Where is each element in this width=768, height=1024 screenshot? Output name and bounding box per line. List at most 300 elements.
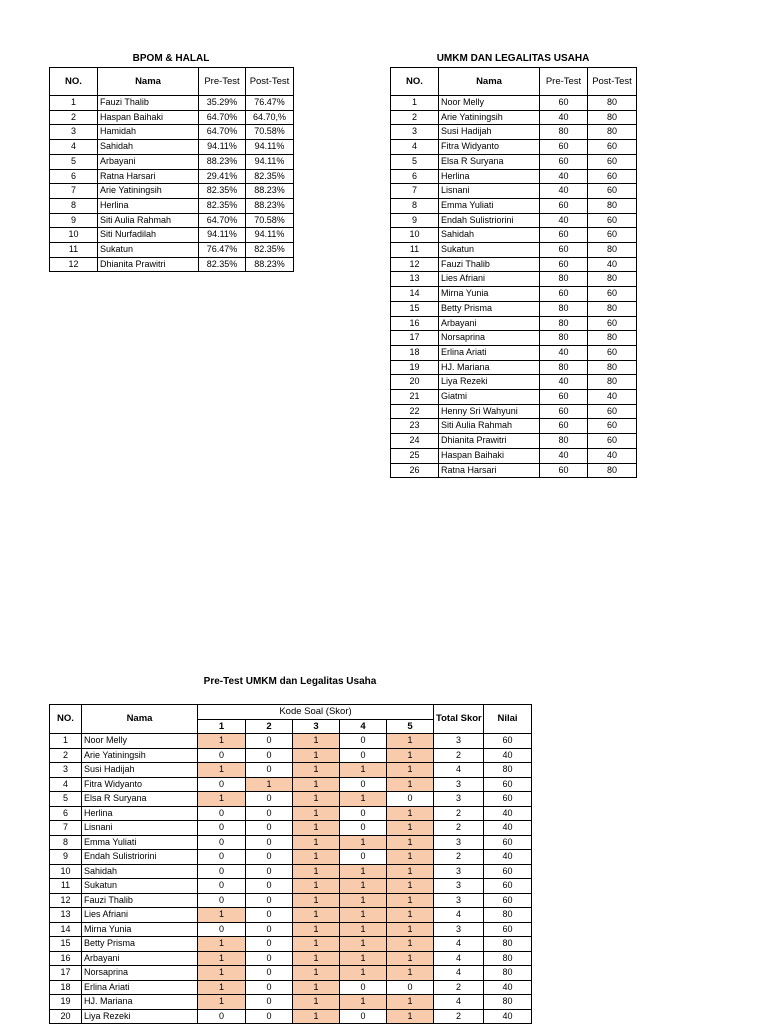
pretest-cell-score-1: 0 — [198, 1009, 246, 1024]
bpom-header-row — [50, 68, 294, 96]
pretest-cell-score-4: 1 — [340, 835, 387, 850]
bpom-cell-pretest: 64.70% — [199, 213, 246, 228]
umkm-table-row — [391, 125, 637, 140]
pretest-cell-nama: Elsa R Suryana — [82, 792, 198, 807]
umkm-cell-no: 10 — [391, 228, 439, 243]
pretest-cell-nama: Lisnani — [82, 821, 198, 836]
pretest-cell-score-1: 0 — [198, 821, 246, 836]
bpom-cell-pretest: 82.35% — [199, 198, 246, 213]
pretest-table-row — [50, 937, 532, 952]
pretest-cell-score-5: 1 — [387, 763, 434, 778]
umkm-cell-posttest: 60 — [588, 419, 637, 434]
pretest-cell-score-3: 1 — [293, 879, 340, 894]
umkm-cell-no: 20 — [391, 375, 439, 390]
pretest-cell-score-1: 1 — [198, 937, 246, 952]
bpom-cell-posttest: 64.70,% — [246, 110, 294, 125]
pretest-cell-score-2: 0 — [246, 835, 293, 850]
pretest-cell-total: 2 — [434, 806, 484, 821]
umkm-header-row — [391, 68, 637, 96]
pretest-cell-score-1: 0 — [198, 850, 246, 865]
umkm-cell-pretest: 40 — [540, 375, 588, 390]
pretest-cell-no: 2 — [50, 748, 82, 763]
pretest-header-soal-3: 3 — [293, 719, 340, 734]
pretest-cell-no: 6 — [50, 806, 82, 821]
bpom-cell-posttest: 88.23% — [246, 257, 294, 272]
pretest-cell-score-5: 1 — [387, 995, 434, 1010]
umkm-cell-nama: Norsaprina — [439, 331, 540, 346]
pretest-cell-no: 15 — [50, 937, 82, 952]
pretest-cell-score-5: 1 — [387, 821, 434, 836]
umkm-cell-no: 13 — [391, 272, 439, 287]
bpom-cell-posttest: 88.23% — [246, 184, 294, 199]
umkm-cell-pretest: 60 — [540, 287, 588, 302]
pretest-cell-total: 2 — [434, 980, 484, 995]
umkm-cell-posttest: 80 — [588, 110, 637, 125]
umkm-cell-posttest: 80 — [588, 272, 637, 287]
pretest-cell-score-3: 1 — [293, 806, 340, 821]
pretest-cell-score-5: 1 — [387, 893, 434, 908]
pretest-cell-score-1: 1 — [198, 792, 246, 807]
pretest-cell-score-5: 1 — [387, 850, 434, 865]
pretest-cell-score-4: 1 — [340, 893, 387, 908]
umkm-cell-no: 22 — [391, 404, 439, 419]
pretest-cell-nama: Betty Prisma — [82, 937, 198, 952]
umkm-cell-nama: Lisnani — [439, 184, 540, 199]
umkm-table-row — [391, 257, 637, 272]
umkm-cell-no: 6 — [391, 169, 439, 184]
bpom-header-posttest: Post-Test — [246, 68, 294, 96]
umkm-cell-posttest: 60 — [588, 213, 637, 228]
umkm-cell-posttest: 60 — [588, 404, 637, 419]
pretest-cell-score-2: 0 — [246, 893, 293, 908]
bpom-cell-pretest: 94.11% — [199, 140, 246, 155]
pretest-cell-score-2: 0 — [246, 951, 293, 966]
pretest-cell-score-1: 0 — [198, 777, 246, 792]
bpom-table-row — [50, 184, 294, 199]
pretest-cell-score-4: 0 — [340, 806, 387, 821]
pretest-cell-nama: Arbayani — [82, 951, 198, 966]
umkm-cell-nama: Erlina Ariati — [439, 345, 540, 360]
umkm-cell-nama: Henny Sri Wahyuni — [439, 404, 540, 419]
umkm-cell-no: 18 — [391, 345, 439, 360]
bpom-title: BPOM & HALAL — [132, 53, 210, 64]
umkm-table-row — [391, 96, 637, 111]
pretest-cell-nama: Endah Sulistriorini — [82, 850, 198, 865]
pretest-cell-score-1: 1 — [198, 966, 246, 981]
umkm-cell-pretest: 60 — [540, 390, 588, 405]
umkm-cell-posttest: 60 — [588, 287, 637, 302]
umkm-title: UMKM DAN LEGALITAS USAHA — [436, 53, 590, 64]
pretest-cell-score-1: 0 — [198, 748, 246, 763]
umkm-cell-nama: Liya Rezeki — [439, 375, 540, 390]
pretest-cell-score-2: 0 — [246, 922, 293, 937]
bpom-table-row — [50, 140, 294, 155]
pretest-cell-score-4: 1 — [340, 966, 387, 981]
pretest-table-row — [50, 908, 532, 923]
pretest-cell-total: 3 — [434, 922, 484, 937]
pretest-cell-score-3: 1 — [293, 995, 340, 1010]
pretest-cell-nama: Sahidah — [82, 864, 198, 879]
pretest-cell-score-4: 0 — [340, 980, 387, 995]
umkm-cell-pretest: 40 — [540, 184, 588, 199]
pretest-cell-score-5: 1 — [387, 922, 434, 937]
bpom-table-row — [50, 228, 294, 243]
bpom-cell-no: 12 — [50, 257, 98, 272]
pretest-cell-score-1: 1 — [198, 908, 246, 923]
umkm-table-row — [391, 434, 637, 449]
pretest-cell-score-2: 1 — [246, 777, 293, 792]
pretest-cell-score-5: 1 — [387, 966, 434, 981]
pretest-table-row — [50, 806, 532, 821]
pretest-cell-nilai: 40 — [484, 850, 532, 865]
bpom-cell-nama: Haspan Baihaki — [98, 110, 199, 125]
umkm-cell-nama: Ratna Harsari — [439, 463, 540, 478]
umkm-cell-nama: Mirna Yunia — [439, 287, 540, 302]
pretest-cell-no: 14 — [50, 922, 82, 937]
bpom-cell-posttest: 94.11% — [246, 154, 294, 169]
pretest-cell-nilai: 80 — [484, 763, 532, 778]
pretest-cell-nama: Liya Rezeki — [82, 1009, 198, 1024]
bpom-cell-posttest: 88.23% — [246, 198, 294, 213]
umkm-table-row — [391, 404, 637, 419]
umkm-cell-no: 17 — [391, 331, 439, 346]
pretest-cell-score-3: 1 — [293, 966, 340, 981]
pretest-cell-score-4: 1 — [340, 951, 387, 966]
umkm-cell-nama: Susi Hadijah — [439, 125, 540, 140]
umkm-cell-pretest: 60 — [540, 140, 588, 155]
pretest-cell-score-5: 1 — [387, 806, 434, 821]
pretest-table-row — [50, 922, 532, 937]
pretest-cell-total: 4 — [434, 763, 484, 778]
umkm-table-row — [391, 272, 637, 287]
bpom-cell-posttest: 82.35% — [246, 169, 294, 184]
umkm-table-row — [391, 184, 637, 199]
pretest-cell-score-1: 1 — [198, 734, 246, 749]
bpom-cell-posttest: 94.11% — [246, 228, 294, 243]
umkm-cell-no: 19 — [391, 360, 439, 375]
pretest-cell-score-2: 0 — [246, 1009, 293, 1024]
pretest-cell-nama: Herlina — [82, 806, 198, 821]
umkm-cell-nama: Lies Afriani — [439, 272, 540, 287]
umkm-cell-no: 14 — [391, 287, 439, 302]
pretest-cell-nilai: 40 — [484, 1009, 532, 1024]
umkm-table-row — [391, 316, 637, 331]
bpom-cell-no: 3 — [50, 125, 98, 140]
umkm-cell-posttest: 80 — [588, 125, 637, 140]
pretest-cell-no: 11 — [50, 879, 82, 894]
umkm-cell-nama: HJ. Mariana — [439, 360, 540, 375]
umkm-cell-pretest: 80 — [540, 272, 588, 287]
bpom-cell-nama: Arbayani — [98, 154, 199, 169]
umkm-cell-posttest: 80 — [588, 96, 637, 111]
bpom-table-row — [50, 198, 294, 213]
umkm-cell-no: 23 — [391, 419, 439, 434]
pretest-cell-nilai: 60 — [484, 777, 532, 792]
umkm-table-row — [391, 375, 637, 390]
bpom-cell-pretest: 82.35% — [199, 184, 246, 199]
pretest-cell-no: 8 — [50, 835, 82, 850]
bpom-table-row — [50, 96, 294, 111]
pretest-cell-score-4: 0 — [340, 777, 387, 792]
umkm-cell-pretest: 40 — [540, 345, 588, 360]
umkm-table-row — [391, 213, 637, 228]
pretest-cell-score-2: 0 — [246, 995, 293, 1010]
pretest-header-soal-4: 4 — [340, 719, 387, 734]
pretest-cell-total: 4 — [434, 951, 484, 966]
bpom-cell-nama: Arie Yatiningsih — [98, 184, 199, 199]
pretest-table-row — [50, 792, 532, 807]
umkm-table-row — [391, 228, 637, 243]
pretest-cell-no: 18 — [50, 980, 82, 995]
umkm-cell-no: 4 — [391, 140, 439, 155]
bpom-cell-nama: Fauzi Thalib — [98, 96, 199, 111]
pretest-cell-nilai: 40 — [484, 980, 532, 995]
umkm-cell-pretest: 60 — [540, 404, 588, 419]
pretest-cell-score-3: 1 — [293, 864, 340, 879]
umkm-table-row — [391, 110, 637, 125]
pretest-cell-score-2: 0 — [246, 937, 293, 952]
umkm-cell-posttest: 60 — [588, 184, 637, 199]
umkm-cell-posttest: 60 — [588, 228, 637, 243]
pretest-cell-total: 2 — [434, 748, 484, 763]
bpom-table-row — [50, 243, 294, 258]
umkm-cell-posttest: 60 — [588, 140, 637, 155]
bpom-cell-no: 10 — [50, 228, 98, 243]
pretest-cell-score-3: 1 — [293, 763, 340, 778]
pretest-cell-nama: Norsaprina — [82, 966, 198, 981]
pretest-title: Pre-Test UMKM dan Legalitas Usaha — [203, 676, 377, 687]
pretest-cell-score-3: 1 — [293, 908, 340, 923]
pretest-header-soal-1: 1 — [198, 719, 246, 734]
umkm-cell-pretest: 60 — [540, 257, 588, 272]
bpom-cell-no: 7 — [50, 184, 98, 199]
bpom-cell-posttest: 82.35% — [246, 243, 294, 258]
pretest-cell-no: 3 — [50, 763, 82, 778]
pretest-cell-score-1: 0 — [198, 893, 246, 908]
bpom-cell-posttest: 70.58% — [246, 125, 294, 140]
bpom-cell-no: 1 — [50, 96, 98, 111]
pretest-cell-no: 10 — [50, 864, 82, 879]
pretest-cell-nilai: 60 — [484, 734, 532, 749]
pretest-cell-nama: Emma Yuliati — [82, 835, 198, 850]
bpom-table-row — [50, 169, 294, 184]
pretest-cell-nama: Erlina Ariati — [82, 980, 198, 995]
umkm-cell-no: 15 — [391, 301, 439, 316]
umkm-cell-posttest: 60 — [588, 169, 637, 184]
pretest-cell-nilai: 60 — [484, 922, 532, 937]
bpom-table-row — [50, 110, 294, 125]
pretest-table-row — [50, 980, 532, 995]
umkm-cell-pretest: 60 — [540, 154, 588, 169]
bpom-table-row — [50, 257, 294, 272]
bpom-cell-no: 6 — [50, 169, 98, 184]
umkm-cell-no: 12 — [391, 257, 439, 272]
umkm-cell-posttest: 80 — [588, 331, 637, 346]
bpom-cell-nama: Sukatun — [98, 243, 199, 258]
umkm-cell-nama: Fitra Widyanto — [439, 140, 540, 155]
umkm-cell-posttest: 40 — [588, 390, 637, 405]
bpom-cell-posttest: 70.58% — [246, 213, 294, 228]
pretest-cell-score-4: 1 — [340, 763, 387, 778]
pretest-cell-score-2: 0 — [246, 763, 293, 778]
pretest-cell-score-4: 0 — [340, 1009, 387, 1024]
umkm-cell-nama: Emma Yuliati — [439, 198, 540, 213]
umkm-cell-nama: Arie Yatiningsih — [439, 110, 540, 125]
bpom-header-nama: Nama — [98, 68, 199, 96]
umkm-cell-posttest: 80 — [588, 463, 637, 478]
pretest-cell-nama: Fauzi Thalib — [82, 893, 198, 908]
pretest-cell-score-5: 1 — [387, 835, 434, 850]
umkm-cell-posttest: 40 — [588, 448, 637, 463]
pretest-table-row — [50, 850, 532, 865]
umkm-cell-pretest: 40 — [540, 448, 588, 463]
umkm-table-row — [391, 140, 637, 155]
pretest-cell-score-3: 1 — [293, 980, 340, 995]
bpom-cell-posttest: 94.11% — [246, 140, 294, 155]
umkm-table-row — [391, 331, 637, 346]
bpom-cell-nama: Dhianita Prawitri — [98, 257, 199, 272]
bpom-cell-nama: Ratna Harsari — [98, 169, 199, 184]
bpom-cell-nama: Siti Aulia Rahmah — [98, 213, 199, 228]
pretest-cell-total: 4 — [434, 937, 484, 952]
pretest-cell-total: 4 — [434, 966, 484, 981]
pretest-cell-score-5: 1 — [387, 1009, 434, 1024]
pretest-cell-nilai: 80 — [484, 951, 532, 966]
pretest-cell-no: 9 — [50, 850, 82, 865]
bpom-cell-no: 4 — [50, 140, 98, 155]
bpom-cell-nama: Siti Nurfadilah — [98, 228, 199, 243]
umkm-cell-pretest: 60 — [540, 463, 588, 478]
pretest-cell-score-3: 1 — [293, 1009, 340, 1024]
pretest-cell-total: 3 — [434, 777, 484, 792]
pretest-cell-total: 3 — [434, 893, 484, 908]
pretest-cell-score-2: 0 — [246, 908, 293, 923]
umkm-header-nama: Nama — [439, 68, 540, 96]
umkm-cell-nama: Herlina — [439, 169, 540, 184]
pretest-header-total: Total Skor — [434, 705, 484, 734]
umkm-cell-nama: Dhianita Prawitri — [439, 434, 540, 449]
pretest-cell-score-5: 1 — [387, 908, 434, 923]
umkm-cell-pretest: 40 — [540, 213, 588, 228]
umkm-table-row — [391, 198, 637, 213]
pretest-cell-score-3: 1 — [293, 922, 340, 937]
umkm-cell-no: 3 — [391, 125, 439, 140]
pretest-cell-score-5: 1 — [387, 734, 434, 749]
pretest-table-row — [50, 879, 532, 894]
bpom-cell-nama: Herlina — [98, 198, 199, 213]
pretest-cell-nama: Mirna Yunia — [82, 922, 198, 937]
bpom-cell-pretest: 29.41% — [199, 169, 246, 184]
umkm-cell-nama: Betty Prisma — [439, 301, 540, 316]
pretest-cell-score-5: 1 — [387, 777, 434, 792]
bpom-header-no: NO. — [50, 68, 98, 96]
pretest-cell-score-3: 1 — [293, 893, 340, 908]
pretest-header-no: NO. — [50, 705, 82, 734]
pretest-cell-score-1: 0 — [198, 879, 246, 894]
pretest-cell-score-5: 0 — [387, 980, 434, 995]
umkm-cell-no: 7 — [391, 184, 439, 199]
umkm-cell-pretest: 60 — [540, 96, 588, 111]
pretest-cell-score-4: 0 — [340, 748, 387, 763]
pretest-cell-nama: Susi Hadijah — [82, 763, 198, 778]
pretest-cell-score-3: 1 — [293, 835, 340, 850]
pretest-cell-score-3: 1 — [293, 734, 340, 749]
pretest-cell-no: 7 — [50, 821, 82, 836]
umkm-table-row — [391, 345, 637, 360]
pretest-cell-total: 4 — [434, 995, 484, 1010]
bpom-cell-no: 5 — [50, 154, 98, 169]
umkm-cell-pretest: 80 — [540, 434, 588, 449]
umkm-cell-nama: Noor Melly — [439, 96, 540, 111]
pretest-cell-total: 3 — [434, 792, 484, 807]
pretest-table — [49, 704, 532, 1024]
umkm-cell-posttest: 80 — [588, 375, 637, 390]
pretest-cell-nilai: 40 — [484, 821, 532, 836]
umkm-table-row — [391, 154, 637, 169]
pretest-cell-no: 12 — [50, 893, 82, 908]
umkm-table-row — [391, 463, 637, 478]
pretest-table-row — [50, 734, 532, 749]
bpom-cell-no: 2 — [50, 110, 98, 125]
umkm-cell-no: 2 — [391, 110, 439, 125]
umkm-table-row — [391, 169, 637, 184]
pretest-cell-score-2: 0 — [246, 748, 293, 763]
pretest-table-row — [50, 995, 532, 1010]
pretest-cell-total: 2 — [434, 821, 484, 836]
pretest-cell-score-4: 1 — [340, 937, 387, 952]
pretest-cell-nilai: 80 — [484, 995, 532, 1010]
pretest-cell-score-3: 1 — [293, 937, 340, 952]
umkm-cell-nama: Siti Aulia Rahmah — [439, 419, 540, 434]
umkm-cell-posttest: 60 — [588, 316, 637, 331]
pretest-table-row — [50, 777, 532, 792]
umkm-cell-no: 1 — [391, 96, 439, 111]
umkm-cell-no: 21 — [391, 390, 439, 405]
umkm-header-pretest: Pre-Test — [540, 68, 588, 96]
umkm-table-row — [391, 390, 637, 405]
umkm-table-row — [391, 287, 637, 302]
pretest-cell-no: 16 — [50, 951, 82, 966]
bpom-cell-pretest: 88.23% — [199, 154, 246, 169]
pretest-cell-score-5: 0 — [387, 792, 434, 807]
pretest-cell-score-5: 1 — [387, 937, 434, 952]
pretest-header-nama: Nama — [82, 705, 198, 734]
pretest-cell-no: 20 — [50, 1009, 82, 1024]
pretest-cell-total: 3 — [434, 835, 484, 850]
pretest-cell-nilai: 40 — [484, 748, 532, 763]
pretest-cell-score-4: 1 — [340, 864, 387, 879]
umkm-table-row — [391, 419, 637, 434]
umkm-cell-pretest: 80 — [540, 360, 588, 375]
pretest-cell-score-2: 0 — [246, 864, 293, 879]
pretest-table-row — [50, 966, 532, 981]
pretest-header-nilai: Nilai — [484, 705, 532, 734]
pretest-table-row — [50, 893, 532, 908]
pretest-cell-nilai: 80 — [484, 966, 532, 981]
pretest-table-row — [50, 763, 532, 778]
pretest-cell-nilai: 60 — [484, 893, 532, 908]
pretest-cell-nilai: 60 — [484, 864, 532, 879]
pretest-cell-nilai: 60 — [484, 879, 532, 894]
umkm-cell-nama: Giatmi — [439, 390, 540, 405]
umkm-cell-nama: Arbayani — [439, 316, 540, 331]
umkm-cell-pretest: 60 — [540, 228, 588, 243]
bpom-table — [49, 67, 294, 272]
bpom-cell-posttest: 76.47% — [246, 96, 294, 111]
pretest-cell-no: 1 — [50, 734, 82, 749]
pretest-cell-score-1: 1 — [198, 980, 246, 995]
bpom-cell-pretest: 82.35% — [199, 257, 246, 272]
